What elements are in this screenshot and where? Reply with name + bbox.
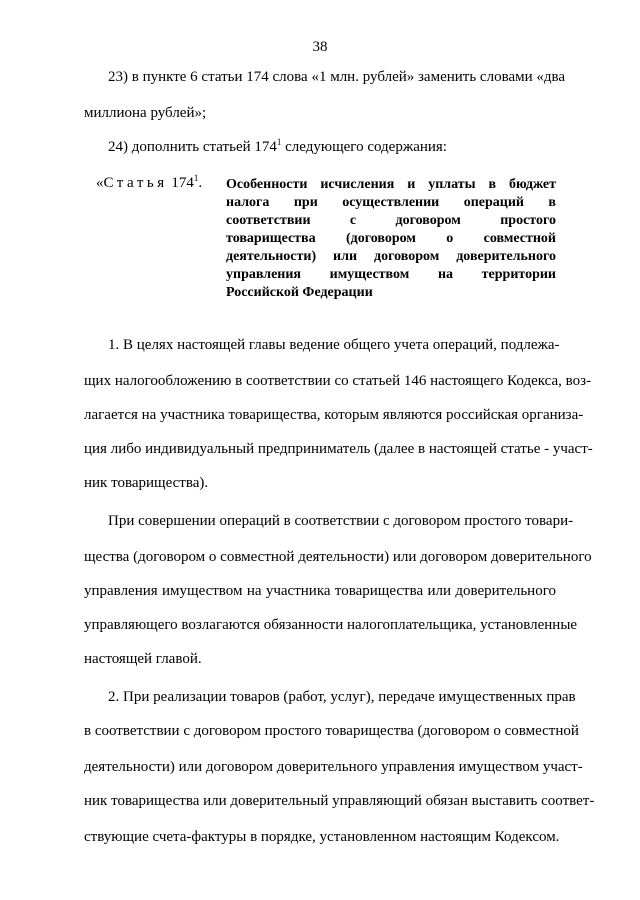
article-title-line-5: деятельности) или договором доверительного xyxy=(226,249,556,264)
article-label-sup: 1 xyxy=(193,173,199,183)
paragraph-2-line-2: щества (договором о совместной деятельности) или договором доверительного xyxy=(84,549,592,565)
article-label-word: Статья xyxy=(103,175,168,191)
paragraph-3-line-4: ник товарищества или доверительный управляющий обязан выставить соответ- xyxy=(84,793,595,809)
paragraph-3-line-2: в соответствии с договором простого товарищества (договором о совместной xyxy=(84,723,579,739)
paragraph-2-line-3: управления имуществом на участника товарищества или доверительного xyxy=(84,583,556,599)
page-number: 38 xyxy=(312,39,328,55)
item-23-line-2: миллиона рублей»; xyxy=(84,105,207,121)
article-title-line-4: товарищества (договором о совместной xyxy=(226,231,556,246)
item-24-sup: 1 xyxy=(276,137,282,147)
item-24-suffix: следующего содержания: xyxy=(281,139,447,155)
item-24-line xyxy=(108,138,556,156)
paragraph-2-line-1: При совершении операций в соответствии с договором простого товари- xyxy=(108,513,574,529)
article-label-number: 174 xyxy=(167,175,194,191)
paragraph-1-line-1: 1. В целях настоящей главы ведение общего учета операций, подлежа- xyxy=(108,337,560,353)
paragraph-3-line-3: деятельности) или договором доверительного управления имуществом участ- xyxy=(84,759,583,775)
paragraph-3-line-1: 2. При реализации товаров (работ, услуг), передаче имущественных прав xyxy=(108,689,576,705)
item-23-line-1: 23) в пункте 6 статьи 174 слова «1 млн. рублей» заменить словами «два xyxy=(108,69,566,85)
paragraph-1-line-2: щих налогообложению в соответствии со статьей 146 настоящего Кодекса, воз- xyxy=(84,373,592,389)
paragraph-2-line-4: управляющего возлагаются обязанности налогоплательщика, установленные xyxy=(84,617,578,633)
paragraph-1-line-5: ник товарищества). xyxy=(84,475,209,491)
article-title-line-2: налога при осуществлении операций в xyxy=(226,195,556,210)
paragraph-3-line-5: ствующие счета-фактуры в порядке, установленном настоящим Кодексом. xyxy=(84,829,560,845)
paragraph-1-line-4: ция либо индивидуальный предприниматель (далее в настоящей статье - участ- xyxy=(84,441,593,457)
article-label xyxy=(96,174,202,192)
article-label-quote: « xyxy=(96,175,104,191)
paragraph-1-line-3: лагается на участника товарищества, которым являются российская организа- xyxy=(84,407,584,423)
article-title-line-7: Российской Федерации xyxy=(226,285,373,300)
article-title-line-3: соответствии с договором простого xyxy=(226,213,556,228)
article-label-dot: . xyxy=(198,175,203,191)
paragraph-2-line-5: настоящей главой. xyxy=(84,651,202,667)
item-24-prefix: 24) дополнить статьей 174 xyxy=(108,139,277,155)
article-title-line-6: управления имуществом на территории xyxy=(226,267,556,282)
article-title-line-1: Особенности исчисления и уплаты в бюджет xyxy=(226,177,556,192)
